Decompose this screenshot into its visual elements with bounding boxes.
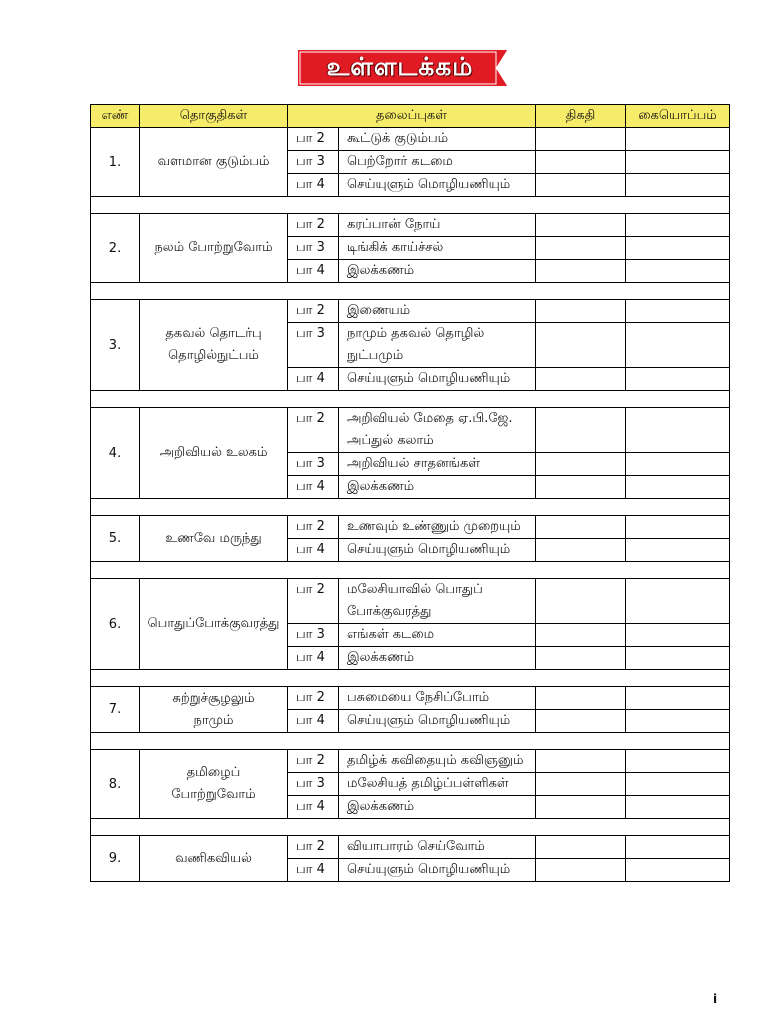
unit-topic [140, 750, 288, 819]
signature-cell[interactable] [626, 710, 730, 733]
text-line: நலம் போற்றுவோம் [154, 240, 273, 255]
unit-number: 3. [91, 300, 140, 391]
unit-number: 6. [91, 579, 140, 670]
table-row [91, 579, 730, 624]
signature-cell[interactable] [626, 128, 730, 151]
text-line: பொதுப்போக்குவரத்து [147, 616, 280, 631]
header-no: எண் [91, 105, 140, 128]
lesson-code: பா 2 [288, 516, 339, 539]
text-line: உணவும் உண்ணும் முறையும் [347, 519, 521, 534]
date-cell[interactable] [536, 624, 626, 647]
lesson-title [339, 859, 536, 882]
date-cell[interactable] [536, 151, 626, 174]
lesson-title [339, 836, 536, 859]
signature-cell[interactable] [626, 260, 730, 283]
lesson-title [339, 539, 536, 562]
text-line: செய்யுளும் மொழியணியும் [347, 713, 511, 728]
signature-cell[interactable] [626, 773, 730, 796]
unit-topic [140, 579, 288, 670]
separator-cell [91, 670, 730, 687]
lesson-title [339, 408, 536, 453]
text-line: இலக்கணம் [347, 650, 415, 665]
page-title: உள்ளடக்கம் [326, 52, 474, 81]
unit-topic [140, 128, 288, 197]
unit-number: 5. [91, 516, 140, 562]
separator-row [91, 819, 730, 836]
date-cell[interactable] [536, 237, 626, 260]
signature-cell[interactable] [626, 836, 730, 859]
lesson-code: பா 3 [288, 453, 339, 476]
lesson-code: பா 3 [288, 323, 339, 368]
unit-number: 1. [91, 128, 140, 197]
lesson-title [339, 773, 536, 796]
lesson-title [339, 214, 536, 237]
date-cell[interactable] [536, 750, 626, 773]
unit-topic [140, 214, 288, 283]
date-cell[interactable] [536, 579, 626, 624]
unit-number: 2. [91, 214, 140, 283]
table-row [91, 836, 730, 859]
unit-number: 7. [91, 687, 140, 733]
lesson-title [339, 368, 536, 391]
signature-cell[interactable] [626, 687, 730, 710]
date-cell[interactable] [536, 174, 626, 197]
separator-cell [91, 391, 730, 408]
separator-cell [91, 197, 730, 214]
lesson-title [339, 323, 536, 368]
text-line: செய்யுளும் மொழியணியும் [347, 862, 511, 877]
text-line: நுட்பமும் [347, 348, 404, 363]
table-row [91, 300, 730, 323]
text-line: மலேசியத் தமிழ்ப்பள்ளிகள் [347, 776, 509, 791]
text-line: அறிவியல் சாதனங்கள் [347, 456, 480, 471]
text-line: எங்கள் கடமை [347, 627, 435, 642]
signature-cell[interactable] [626, 750, 730, 773]
signature-cell[interactable] [626, 368, 730, 391]
lesson-code: பா 4 [288, 710, 339, 733]
text-line: தொழில்நுட்பம் [168, 348, 259, 363]
date-cell[interactable] [536, 323, 626, 368]
date-cell[interactable] [536, 453, 626, 476]
text-line: நாமும் [193, 712, 234, 728]
lesson-title [339, 174, 536, 197]
date-cell[interactable] [536, 368, 626, 391]
lesson-code: பா 3 [288, 151, 339, 174]
date-cell[interactable] [536, 300, 626, 323]
table-row [91, 750, 730, 773]
lesson-code: பா 2 [288, 128, 339, 151]
signature-cell[interactable] [626, 624, 730, 647]
date-cell[interactable] [536, 539, 626, 562]
date-cell[interactable] [536, 773, 626, 796]
date-cell[interactable] [536, 408, 626, 453]
lesson-title [339, 128, 536, 151]
text-line: போக்குவரத்து [347, 604, 432, 619]
signature-cell[interactable] [626, 476, 730, 499]
lesson-title [339, 579, 536, 624]
unit-number: 8. [91, 750, 140, 819]
lesson-code: பா 2 [288, 300, 339, 323]
lesson-code: பா 4 [288, 476, 339, 499]
text-line: செய்யுளும் மொழியணியும் [347, 542, 511, 557]
separator-row [91, 733, 730, 750]
text-line: தமிழைப் [186, 765, 241, 780]
signature-cell[interactable] [626, 323, 730, 368]
contents-table [90, 104, 730, 882]
unit-topic [140, 687, 288, 733]
date-cell[interactable] [536, 260, 626, 283]
text-line: வியாபாரம் செய்வோம் [347, 839, 485, 854]
text-line: அறிவியல் உலகம் [159, 445, 268, 460]
date-cell[interactable] [536, 836, 626, 859]
separator-row [91, 499, 730, 516]
lesson-title [339, 687, 536, 710]
text-line: செய்யுளும் மொழியணியும் [347, 371, 511, 386]
page-number: i [713, 992, 718, 1006]
table-row [91, 128, 730, 151]
text-line: இலக்கணம் [347, 479, 415, 494]
lesson-code: பா 2 [288, 579, 339, 624]
date-cell[interactable] [536, 516, 626, 539]
lesson-code: பா 4 [288, 174, 339, 197]
text-line: வளமான குடும்பம் [157, 154, 270, 169]
text-line: உணவே மருந்து [165, 530, 262, 546]
table-row [91, 214, 730, 237]
lesson-code: பா 4 [288, 647, 339, 670]
text-line: இணையம் [347, 303, 411, 318]
signature-cell[interactable] [626, 151, 730, 174]
table-header-row [91, 105, 730, 128]
signature-cell[interactable] [626, 579, 730, 624]
signature-cell[interactable] [626, 408, 730, 453]
text-line: தமிழ்க் கவிதையும் கவிஞனும் [347, 753, 524, 768]
text-line: சுற்றுச்சூழலும் [172, 690, 255, 706]
lesson-code: பா 2 [288, 836, 339, 859]
date-cell[interactable] [536, 710, 626, 733]
lesson-code: பா 2 [288, 687, 339, 710]
signature-cell[interactable] [626, 859, 730, 882]
unit-topic [140, 300, 288, 391]
separator-cell [91, 733, 730, 750]
signature-cell[interactable] [626, 539, 730, 562]
lesson-code: பா 4 [288, 859, 339, 882]
text-line: அறிவியல் மேதை ஏ.பி.ஜே. [347, 411, 513, 426]
separator-row [91, 283, 730, 300]
text-line: கூட்டுக் குடும்பம் [347, 131, 449, 146]
table-row [91, 408, 730, 453]
text-line: நாமும் தகவல் தொழில் [347, 326, 485, 341]
text-line: தகவல் தொடர்பு [165, 326, 262, 341]
header-topic: தொகுதிகள் [140, 105, 288, 128]
lesson-title [339, 516, 536, 539]
lesson-title [339, 647, 536, 670]
date-cell[interactable] [536, 214, 626, 237]
text-line: வணிகவியல் [175, 850, 252, 866]
signature-cell[interactable] [626, 214, 730, 237]
unit-number: 4. [91, 408, 140, 499]
text-line: கரப்பான் நோய் [347, 217, 441, 232]
signature-cell[interactable] [626, 300, 730, 323]
lesson-code: பா 4 [288, 368, 339, 391]
signature-cell[interactable] [626, 237, 730, 260]
lesson-code: பா 3 [288, 624, 339, 647]
lesson-title [339, 476, 536, 499]
text-line: பெற்றோர் கடமை [347, 154, 453, 169]
title-banner [297, 47, 509, 89]
signature-cell[interactable] [626, 796, 730, 819]
unit-number: 9. [91, 836, 140, 882]
separator-cell [91, 562, 730, 579]
separator-row [91, 562, 730, 579]
separator-cell [91, 499, 730, 516]
lesson-title [339, 796, 536, 819]
lesson-code: பா 2 [288, 408, 339, 453]
text-line: போற்றுவோம் [171, 787, 256, 802]
signature-cell[interactable] [626, 647, 730, 670]
lesson-title [339, 300, 536, 323]
signature-cell[interactable] [626, 174, 730, 197]
text-line: இலக்கணம் [347, 799, 415, 814]
text-line: செய்யுளும் மொழியணியும் [347, 177, 511, 192]
separator-cell [91, 283, 730, 300]
lesson-title [339, 710, 536, 733]
table-row [91, 516, 730, 539]
lesson-code: பா 4 [288, 796, 339, 819]
lesson-title [339, 151, 536, 174]
separator-row [91, 670, 730, 687]
lesson-code: பா 2 [288, 214, 339, 237]
text-line: மலேசியாவில் பொதுப் [347, 582, 483, 597]
signature-cell[interactable] [626, 516, 730, 539]
lesson-title [339, 237, 536, 260]
date-cell[interactable] [536, 647, 626, 670]
date-cell[interactable] [536, 128, 626, 151]
table-row [91, 687, 730, 710]
lesson-title [339, 750, 536, 773]
date-cell[interactable] [536, 796, 626, 819]
separator-row [91, 391, 730, 408]
text-line: இலக்கணம் [347, 263, 415, 278]
lesson-title [339, 624, 536, 647]
lesson-code: பா 3 [288, 237, 339, 260]
header-titles: தலைப்புகள் [288, 105, 536, 128]
header-date: திகதி [536, 105, 626, 128]
lesson-code: பா 4 [288, 539, 339, 562]
unit-topic [140, 516, 288, 562]
separator-row [91, 197, 730, 214]
lesson-code: பா 3 [288, 773, 339, 796]
separator-cell [91, 819, 730, 836]
text-line: பசுமையை நேசிப்போம் [347, 690, 490, 705]
lesson-code: பா 4 [288, 260, 339, 283]
unit-topic [140, 836, 288, 882]
date-cell[interactable] [536, 476, 626, 499]
date-cell[interactable] [536, 687, 626, 710]
lesson-title [339, 260, 536, 283]
header-sign: கையொப்பம் [626, 105, 730, 128]
text-line: அப்துல் கலாம் [347, 433, 434, 448]
lesson-code: பா 2 [288, 750, 339, 773]
lesson-title [339, 453, 536, 476]
date-cell[interactable] [536, 859, 626, 882]
text-line: டிங்கிக் காய்ச்சல் [347, 240, 444, 255]
signature-cell[interactable] [626, 453, 730, 476]
unit-topic [140, 408, 288, 499]
